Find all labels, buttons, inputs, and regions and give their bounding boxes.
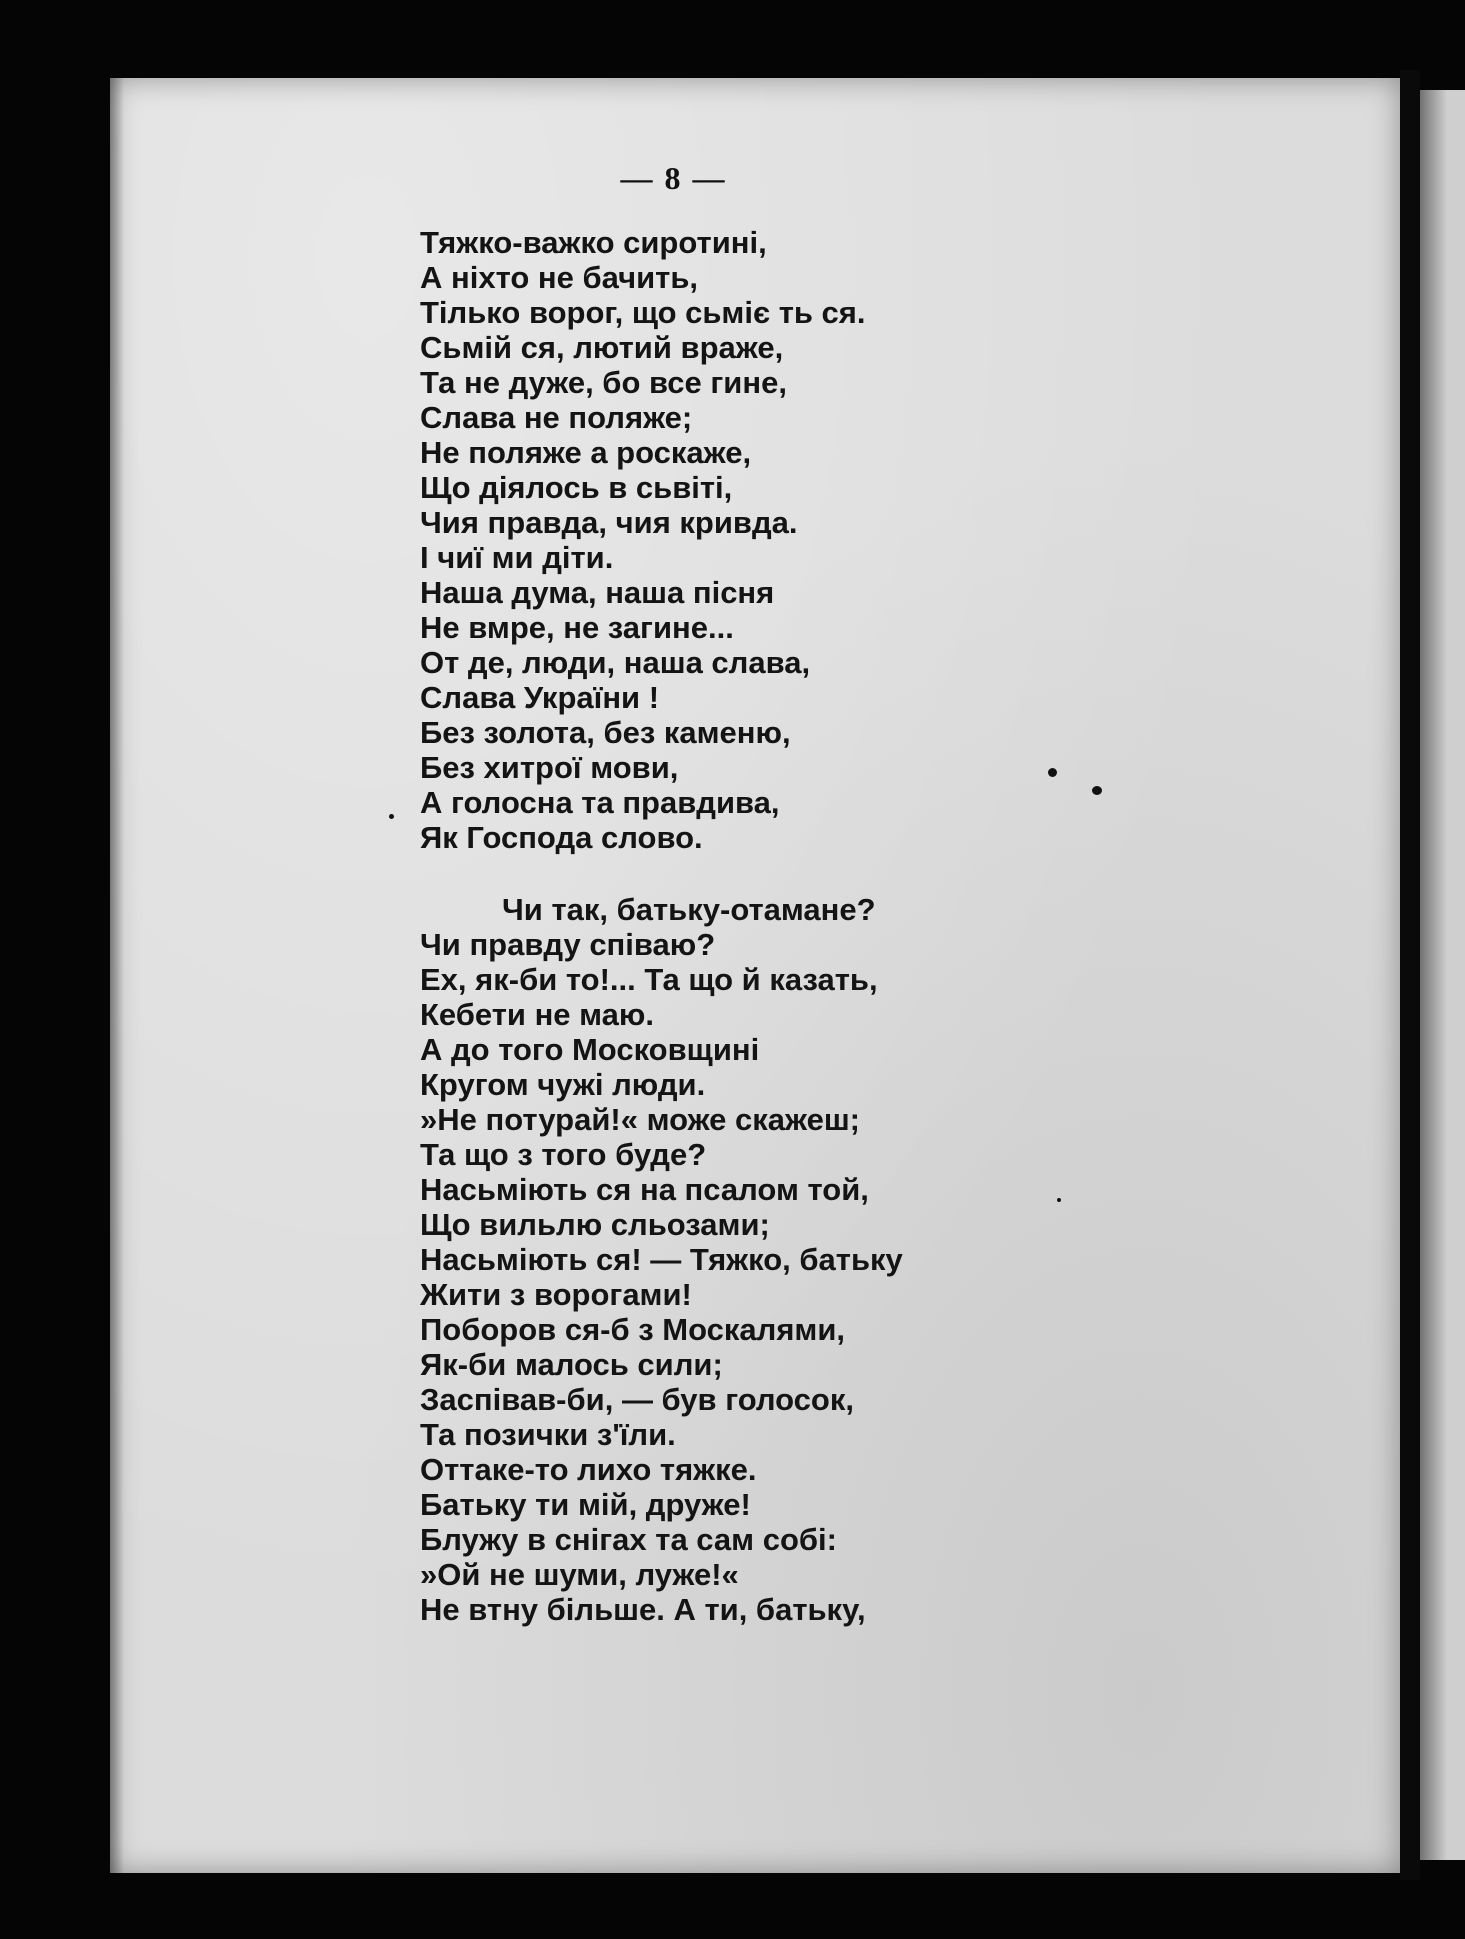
poem-line: Чи так, батьку-отамане? xyxy=(502,892,876,927)
poem-line: Чи правду співаю? xyxy=(420,927,716,962)
stanza-1 xyxy=(420,225,1320,855)
poem-line: Як-би малось сили; xyxy=(420,1347,723,1382)
poem-line: От де, люди, наша слава, xyxy=(420,645,811,680)
page-number xyxy=(0,160,1465,197)
poem-text xyxy=(420,225,1320,1627)
ink-speck xyxy=(389,814,394,819)
poem-line: Слава не поляже; xyxy=(420,400,693,435)
page-edge-shadow xyxy=(110,78,124,1873)
poem-line: »Не потурай!« може скажеш; xyxy=(420,1102,861,1137)
poem-line: А ніхто не бачить, xyxy=(420,260,699,295)
poem-line: Тяжко-важко сиротині, xyxy=(420,225,767,260)
poem-line: Слава України ! xyxy=(420,680,660,715)
poem-line: Без золота, без каменю, xyxy=(420,715,791,750)
poem-line: Та позички з'їли. xyxy=(420,1417,676,1452)
poem-line: Сьмій ся, лютий враже, xyxy=(420,330,784,365)
poem-line: Що діялось в сьвіті, xyxy=(420,470,733,505)
poem-line: Блужу в снігах та сам собі: xyxy=(420,1522,837,1557)
page-number-text: — 8 — xyxy=(620,160,727,196)
poem-line: Чия правда, чия кривда. xyxy=(420,505,798,540)
poem-line: Не втну більше. А ти, батьку, xyxy=(420,1592,866,1627)
poem-line: Насьміють ся! — Тяжко, батьку xyxy=(420,1242,903,1277)
ink-speck xyxy=(1092,786,1102,795)
poem-line: Наша дума, наша пісня xyxy=(420,575,775,610)
poem-line: Не вмре, не загине... xyxy=(420,610,734,645)
poem-line: Кругом чужі люди. xyxy=(420,1067,706,1102)
next-page-edge xyxy=(1420,90,1465,1860)
poem-line: »Ой не шуми, луже!« xyxy=(420,1557,739,1592)
poem-line: Заспівав-би, — був голосок, xyxy=(420,1382,854,1417)
poem-line: Що вильлю сльозами; xyxy=(420,1207,770,1242)
poem-line: Насьміють ся на псалом той, xyxy=(420,1172,869,1207)
book-gutter xyxy=(1400,70,1420,1880)
poem-line: Ех, як-би то!... Та що й казать, xyxy=(420,962,878,997)
ink-speck xyxy=(1057,1198,1061,1202)
poem-line: Жити з ворогами! xyxy=(420,1277,692,1312)
poem-line: Як Господа слово. xyxy=(420,820,703,855)
poem-line: Без хитрої мови, xyxy=(420,750,679,785)
poem-line: Тілько ворог, що сьміє ть ся. xyxy=(420,295,866,330)
poem-line: Поборов ся-б з Москалями, xyxy=(420,1312,846,1347)
poem-line: Та що з того буде? xyxy=(420,1137,707,1172)
poem-line: А голосна та правдива, xyxy=(420,785,780,820)
poem-line: Не поляже а роскаже, xyxy=(420,435,752,470)
poem-line: Батьку ти мій, друже! xyxy=(420,1487,751,1522)
poem-line: Та не дуже, бо все гине, xyxy=(420,365,787,400)
ink-speck xyxy=(1048,768,1057,777)
stanza-2 xyxy=(420,892,1320,1627)
poem-line: Кебети не маю. xyxy=(420,997,655,1032)
poem-line: Оттаке-то лихо тяжке. xyxy=(420,1452,757,1487)
poem-line: І чиї ми діти. xyxy=(420,540,614,575)
poem-line: А до того Московщині xyxy=(420,1032,760,1067)
